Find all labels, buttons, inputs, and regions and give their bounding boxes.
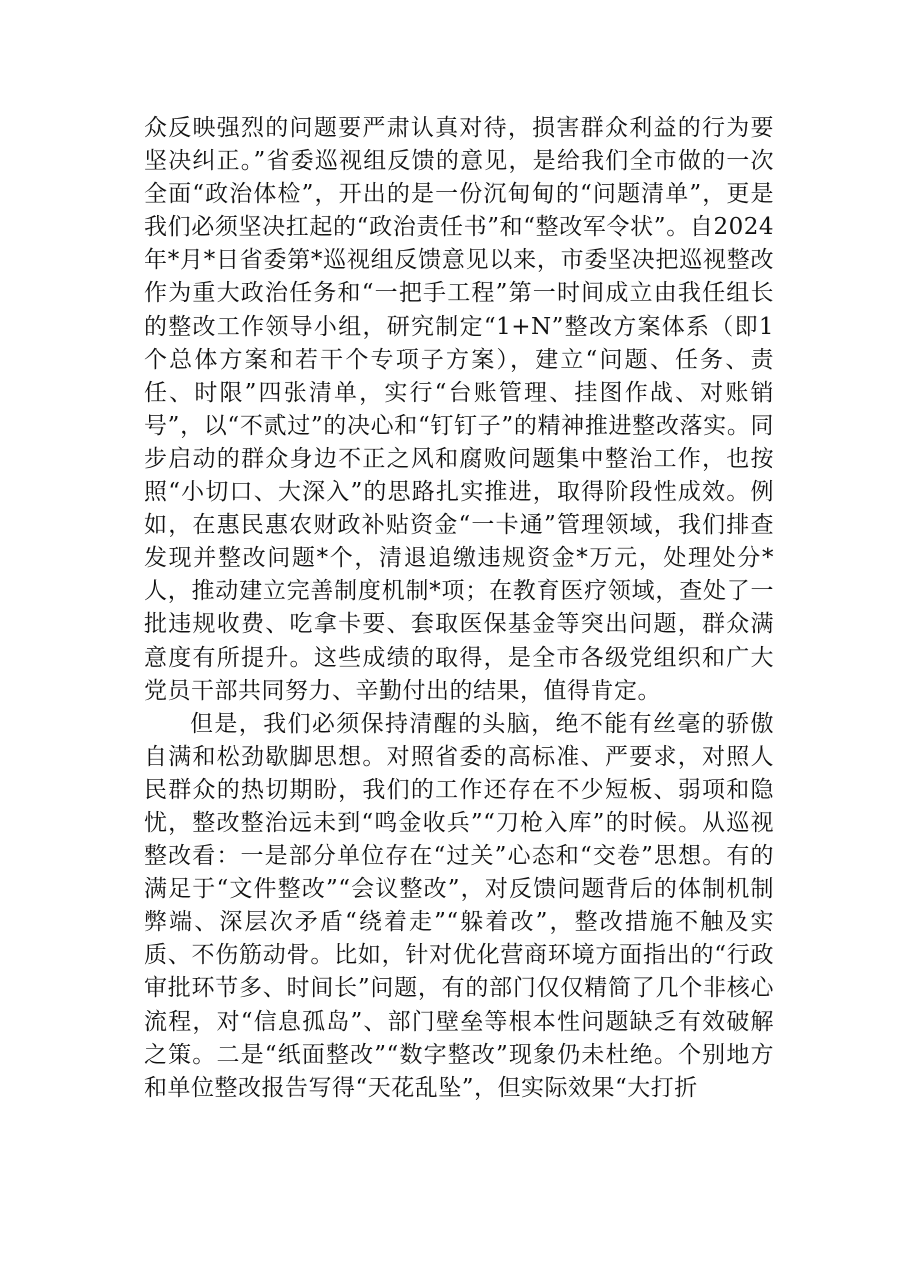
paragraph-2: 但是，我们必须保持清醒的头脑，绝不能有丝毫的骄傲自满和松劲歇脚思想。对照省委的高标准、严要求，对照人民群众的热切期盼，我们的工作还存在不少短板、弱项和隐忧，整改整治远未到“鸣金收兵”“刀枪入库”的时候。从巡视整改看：一是部分单位存在“过关”心态和“交卷”思想。有的满足于“文件整改”“会议整改”，对反馈问题背后的体制机制弊端、深层次矛盾“绕着走”“躲着改”，整改措施不触及实质、不伤筋动骨。比如，针对优化营商环境方面指出的“行政审批环节多、时间长”问题，有的部门仅仅精简了几个非核心流程，对“信息孤岛”、部门壁垒等根本性问题缺乏有效破解之策。二是“纸面整改”“数字整改”现象仍未杜绝。个别地方和单位整改报告写得“天花乱坠”，但实际效果“大打折 xyxy=(144,710,774,1101)
document-body xyxy=(144,112,774,1105)
paragraph-1: 众反映强烈的问题要严肃认真对待，损害群众利益的行为要坚决纠正。”省委巡视组反馈的意见，是给我们全市做的一次全面“政治体检”，开出的是一份沉甸甸的“问题清单”，更是我们必须坚决扛起的“政治责任书”和“整改军令状”。自2024年*月*日省委第*巡视组反馈意见以来，市委坚决把巡视整改作为重大政治任务和“一把手工程”第一时间成立由我任组长的整改工作领导小组，研究制定“1+N”整改方案体系（即1个总体方案和若干个专项子方案），建立“问题、任务、责任、时限”四张清单，实行“台账管理、挂图作战、对账销号”，以“不贰过”的决心和“钉钉子”的精神推进整改落实。同步启动的群众身边不正之风和腐败问题集中整治工作，也按照“小切口、大深入”的思路扎实推进，取得阶段性成效。例如，在惠民惠农财政补贴资金“一卡通”管理领域，我们排查发现并整改问题*个，清退追缴违规资金*万元，处理处分*人，推动建立完善制度机制*项；在教育医疗领域，查处了一批违规收费、吃拿卡要、套取医保基金等突出问题，群众满意度有所提升。这些成绩的取得，是全市各级党组织和广大党员干部共同努力、辛勤付出的结果，值得肯定。 xyxy=(144,115,774,704)
